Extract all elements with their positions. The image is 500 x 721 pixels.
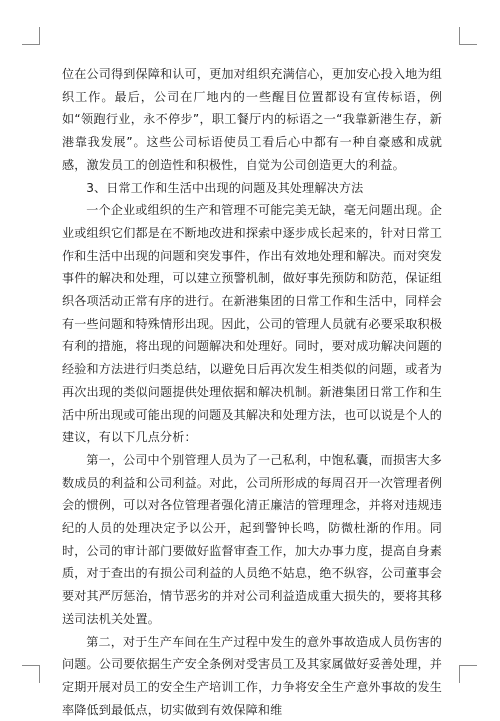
crop-mark-bottom-right-horizontal	[459, 665, 477, 666]
crop-mark-top-right-horizontal	[459, 44, 477, 45]
paragraph: 第二，对于生产车间在生产过程中发生的意外事故造成人员伤害的问题。公司要依据生产安全条例对受害员工及其家属做好妥善处理，并定期开展对员工的安全生产培训工作，力争将安全生产意外事故的发生率降低到最低点，切实做到有效保障和维	[62, 634, 442, 717]
section-heading: 3、日常工作和生活中出现的问题及其处理解决方法	[86, 180, 364, 195]
paragraph-continued: 位在公司得到保障和认可，更加对组织充满信心，更加安心投入地为组织工作。最后，公司在厂地内的一些醒目位置都设有宣传标语，例如“领跑行业，永不停步”，职工餐厅内的标语之一“我靠新港生存，新港靠我发展”。这些公司标语使员工看后心中都有一种自豪感和成就感，激发员工的创造性和积极性，自觉为公司创造更大的利益。	[62, 67, 442, 172]
crop-mark-top-left-vertical	[39, 27, 40, 45]
crop-mark-bottom-left-horizontal	[22, 665, 40, 666]
crop-mark-bottom-right-vertical	[459, 665, 460, 683]
crop-mark-top-left-horizontal	[22, 44, 40, 45]
crop-mark-bottom-left-vertical	[39, 665, 40, 683]
paragraph: 一个企业或组织的生产和管理不可能完美无缺，毫无问题出现。企业或组织它们都是在不断地改进和探索中逐步成长起来的，针对日常工作和生活中出现的问题和突发事件，作出有效地处理和解决。而对突发事件的解决和处理，可以建立预警机制，做好事先预防和防范，保证组织各项活动正常有序的进行。在新港集团的日常工作和生活中，同样会有一些问题和特殊情形出现。因此，公司的管理人员就有必要采取积极有利的措施，将出现的问题解决和处理好。同时，要对成功解决问题的经验和方法进行归类总结，以避免日后再次发生相类似的问题，或者为再次出现的类似问题提供处理依据和解决机制。新港集团日常工作和生活中所出现或可能出现的问题及其解决和处理方法，也可以说是个人的建议，有以下几点分析：	[62, 203, 442, 445]
body-text	[62, 63, 442, 721]
paragraph: 第一，公司中个别管理人员为了一己私利，中饱私囊，而损害大多数成员的利益和公司利益。对此，公司所形成的每周召开一次管理者例会的惯例，可以对各位管理者强化清正廉洁的管理理念，并将对违规违纪的人员的处理决定予以公开，起到警钟长鸣，防微杜渐的作用。同时，公司的审计部门要做好监督审查工作，加大办事力度，提高自身素质，对于查出的有损公司利益的人员绝不姑息，绝不纵容，公司董事会要对其严厉惩治，情节恶劣的并对公司利益造成重大损失的，要将其移送司法机关处置。	[62, 452, 442, 626]
crop-mark-top-right-vertical	[459, 27, 460, 45]
